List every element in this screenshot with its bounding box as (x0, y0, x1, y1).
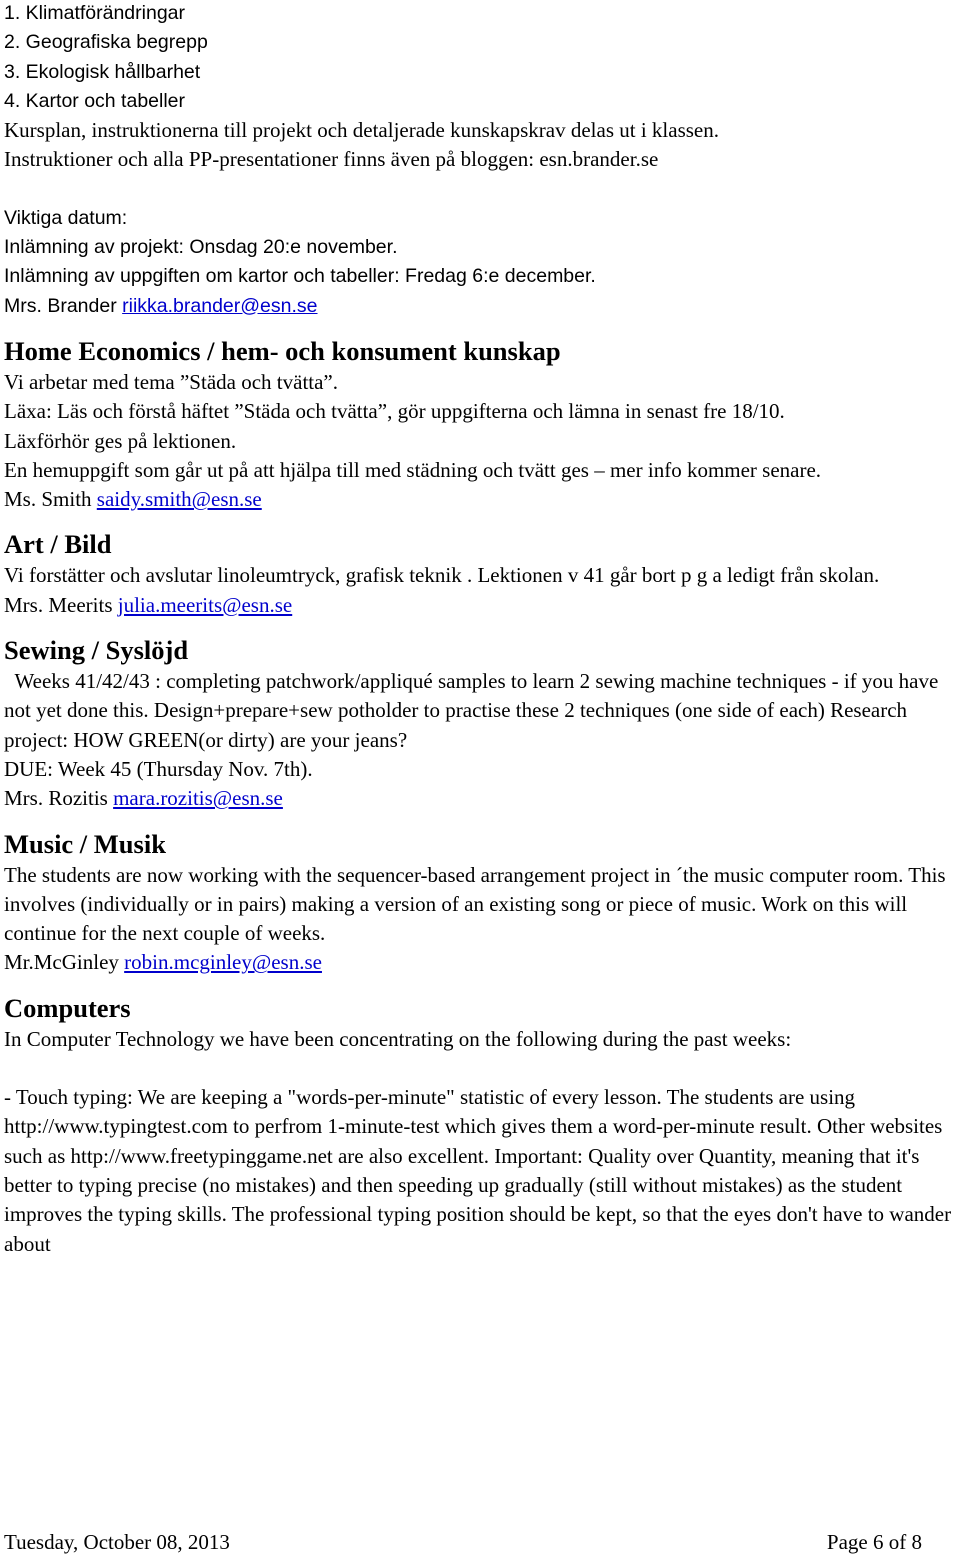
instruktioner-text: Instruktioner och alla PP-presentationer finns även på bloggen: esn.brander.se (4, 147, 659, 172)
section-heading: Sewing / Syslöjd (4, 635, 189, 666)
spacer (4, 814, 954, 828)
email-link[interactable]: saidy.smith@esn.se (96, 487, 262, 512)
section-heading: Music / Musik (4, 828, 166, 859)
home-ec-line: Läxa: Läs och förstå häftet ”Städa och tvätta”, gör uppgifterna och lämna in senast fre 18/10. (4, 399, 785, 424)
page-footer (4, 1528, 922, 1557)
date-project: Inlämning av projekt: Onsdag 20:e november. (4, 236, 398, 259)
document-page (4, 0, 954, 1259)
teacher-contact (4, 784, 954, 813)
home-ec-line: Vi arbetar med tema ”Städa och tvätta”. (4, 369, 339, 394)
teacher-name: Mrs. Meerits (4, 592, 113, 617)
computers-body: - Touch typing: We are keeping a "words-per-minute" statistic of every lesson. The students are using http://www.typingtest.com to perfrom 1-minute-test which gives them a word-per-minute result. Other websites such as http://www.freetypinggame.net are also excellent. Important: Quality over Quantity, meaning that it's better to typing precise (no mistakes) and then speeding up gradually (still without mistakes) as the student improves the typing skills. The professional typing position should be kept, so that the eyes don't have to wander about (4, 1085, 952, 1256)
spacer (4, 514, 954, 528)
teacher-contact (4, 591, 954, 620)
footer-date: Tuesday, October 08, 2013 (4, 1530, 230, 1554)
list-item: 2. Geografiska begrepp (4, 31, 208, 54)
section-heading: Home Economics / hem- och konsument kunskap (4, 335, 561, 366)
list-item: 1. Klimatförändringar (4, 2, 186, 24)
teacher-name: Mrs. Brander (4, 294, 117, 317)
teacher-name: Mr.McGinley (4, 950, 119, 975)
list-item: 4. Kartor och tabeller (4, 89, 186, 112)
home-ec-line: Läxförhör ges på lektionen. (4, 428, 237, 453)
spacer (4, 175, 954, 204)
list-item: 3. Ekologisk hållbarhet (4, 60, 201, 83)
spacer (4, 978, 954, 992)
viktiga-datum-label: Viktiga datum: (4, 206, 128, 229)
section-heading: Art / Bild (4, 529, 112, 560)
email-link[interactable]: julia.meerits@esn.se (117, 592, 293, 617)
footer-page-number: Page 6 of 8 (826, 1530, 922, 1554)
teacher-name: Mrs. Rozitis (4, 786, 108, 811)
spacer (4, 321, 954, 335)
date-maps: Inlämning av uppgiften om kartor och tabeller: Fredag 6:e december. (4, 265, 596, 288)
music-text: The students are now working with the sequencer-based arrangement project in ´the music computer room. This involves (individually or in pairs) making a version of an existing song or piece of music. Work on this will continue for the next couple of weeks. (4, 862, 946, 946)
teacher-name: Ms. Smith (4, 487, 92, 512)
sewing-due: DUE: Week 45 (Thursday Nov. 7th). (4, 756, 313, 781)
teacher-contact (4, 292, 954, 321)
spacer (4, 1054, 954, 1083)
art-text: Vi forstätter och avslutar linoleumtryck, grafisk teknik . Lektionen v 41 går bort p g a ledigt från skolan. (4, 563, 880, 588)
teacher-contact (4, 485, 954, 514)
home-ec-line: En hemuppgift som går ut på att hjälpa till med städning och tvätt ges – mer info kommer senare. (4, 457, 822, 482)
teacher-contact (4, 948, 954, 977)
topic-list (4, 0, 954, 116)
section-heading: Computers (4, 992, 131, 1023)
sewing-text: Weeks 41/42/43 : completing patchwork/appliqué samples to learn 2 sewing machine techniques - if you have not yet done this. Design+prepare+sew potholder to practise these 2 techniques (one side of each) Research project: HOW GREEN(or dirty) are your jeans? (4, 669, 939, 752)
email-link[interactable]: robin.mcginley@esn.se (124, 950, 322, 975)
kursplan-text: Kursplan, instruktionerna till projekt och detaljerade kunskapskrav delas ut i klassen. (4, 118, 719, 143)
spacer (4, 620, 954, 634)
computers-intro: In Computer Technology we have been concentrating on the following during the past weeks: (4, 1026, 792, 1051)
email-link[interactable]: mara.rozitis@esn.se (113, 786, 283, 811)
email-link[interactable]: riikka.brander@esn.se (122, 294, 318, 317)
